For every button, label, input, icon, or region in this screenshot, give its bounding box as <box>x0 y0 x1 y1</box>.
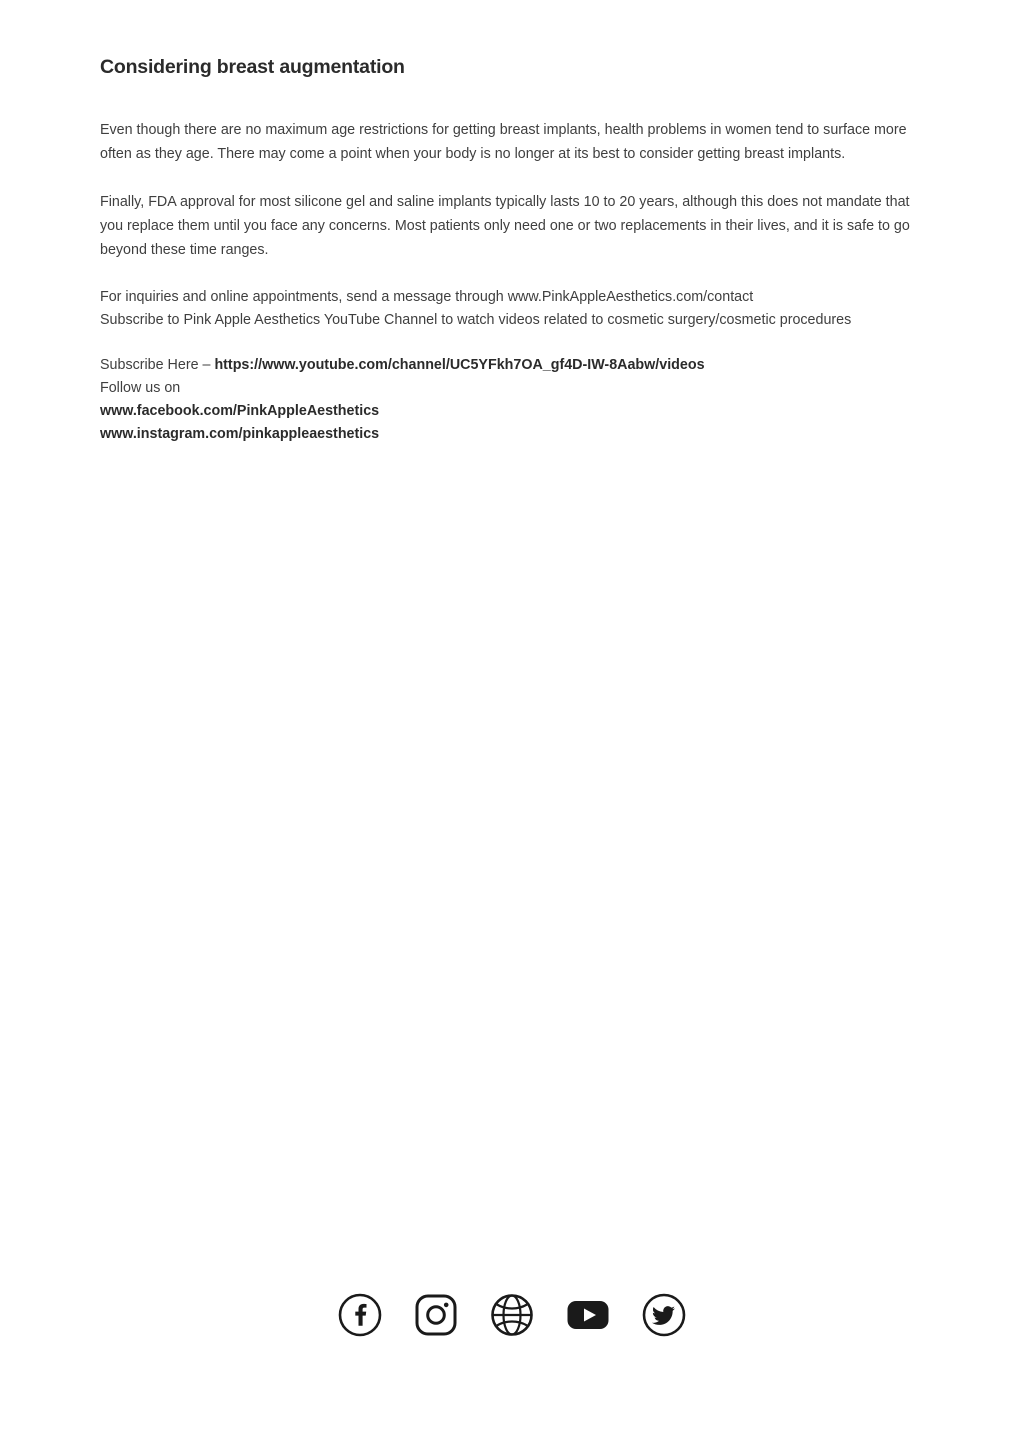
facebook-icon[interactable] <box>335 1290 385 1340</box>
youtube-icon[interactable] <box>563 1290 613 1340</box>
contact-line-subscribe-note: Subscribe to Pink Apple Aesthetics YouTube Channel to watch videos related to cosmetic surgery/cosmetic procedures <box>100 312 852 329</box>
spacer <box>100 332 924 354</box>
contact-block <box>100 286 924 332</box>
social-icon-bar <box>0 1290 1024 1340</box>
instagram-icon[interactable] <box>411 1290 461 1340</box>
body-paragraph-2: Finally, FDA approval for most silicone gel and saline implants typically lasts 10 to 20 years, although this does not mandate that you replace them until you face any concerns. Most patients only need one or two replacements in their lives, and it is safe to go beyond these time ranges. <box>100 194 910 259</box>
social-block <box>100 354 924 446</box>
twitter-icon[interactable] <box>639 1290 689 1340</box>
instagram-link[interactable]: www.instagram.com/pinkappleaesthetics <box>100 426 380 443</box>
subscribe-line <box>100 354 924 377</box>
body-paragraph-1: Even though there are no maximum age restrictions for getting breast implants, health problems in women tend to surface more often as they age. There may come a point when your body is no longer at its best to consider getting breast implants. <box>100 122 907 163</box>
follow-us-label: Follow us on <box>100 380 181 397</box>
document-content <box>100 55 924 446</box>
page-title: Considering breast augmentation <box>100 56 405 78</box>
subscribe-prefix: Subscribe Here – <box>100 357 215 374</box>
youtube-channel-link[interactable]: https://www.youtube.com/channel/UC5YFkh7OA_gf4D-IW-8Aabw/videos <box>214 357 705 374</box>
facebook-link[interactable]: www.facebook.com/PinkAppleAesthetics <box>100 403 380 420</box>
contact-line-inquiries: For inquiries and online appointments, send a message through www.PinkAppleAesthetics.com/contact <box>100 289 754 306</box>
website-globe-icon[interactable] <box>487 1290 537 1340</box>
